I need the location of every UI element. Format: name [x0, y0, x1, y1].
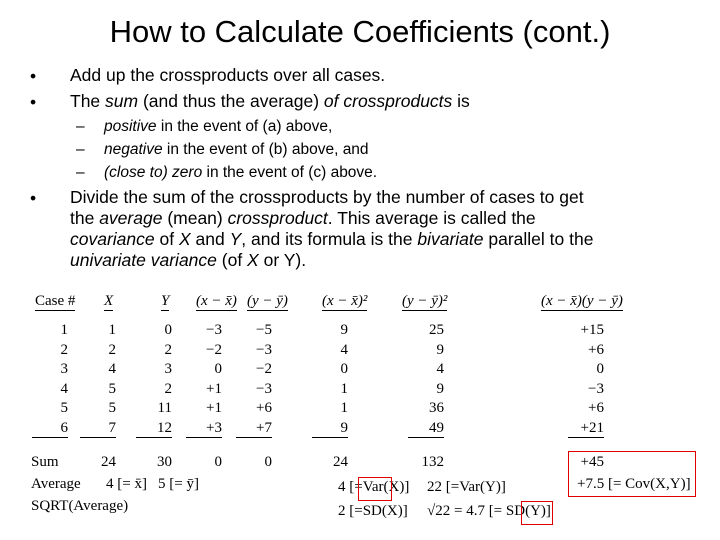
bullet-marker: •: [30, 188, 37, 208]
table-cell: +6: [588, 400, 604, 417]
table-cell: −2: [206, 341, 222, 358]
table-cell: 9: [436, 341, 444, 358]
table-cell: +1: [206, 400, 222, 417]
average-y: 5 [= ȳ]: [158, 476, 199, 492]
table-cell: 2: [164, 380, 172, 397]
data-rows: [0, 322, 720, 442]
table-cell: +6: [256, 400, 272, 417]
table-cell: 6: [32, 420, 68, 438]
table-cell: +15: [580, 322, 604, 338]
table-cell: +21: [568, 420, 604, 438]
sum-label: Sum: [31, 454, 59, 470]
table-cell: +6: [588, 341, 604, 358]
table-cell: 4: [60, 380, 68, 397]
table-cell: 4: [108, 361, 116, 378]
bullet-3-line-4: univariate variance (of X or Y).: [70, 250, 307, 270]
bullet-1-text: Add up the crossproducts over all cases.: [70, 65, 386, 85]
sum-crossproduct: +45: [580, 454, 604, 470]
sqrt-ydev-sq: √22 = 4.7 [= SD(Y)]: [427, 503, 551, 519]
header-y: Y: [161, 293, 170, 309]
sub-bullet-3: (close to) zero in the event of (c) above.: [104, 164, 378, 181]
table-cell: −3: [588, 380, 604, 397]
table-cell: −3: [256, 341, 272, 358]
sum-ydev-sq: 132: [421, 454, 444, 470]
average-ydev-sq: 22 [=Var(Y)]: [427, 479, 506, 495]
table-cell: 0: [596, 361, 604, 378]
table-cell: 5: [60, 400, 68, 417]
bullet-3-line-3: covariance of X and Y, and its formula is the bivariate parallel to the: [70, 229, 594, 249]
table-cell: 25: [429, 322, 444, 338]
header-crossproduct: (x − x̄)(y − ȳ): [541, 293, 623, 309]
sqrt-label: SQRT(Average): [31, 498, 129, 514]
table-cell: 1: [108, 322, 116, 338]
table-cell: 2: [108, 341, 116, 358]
table-cell: 9: [340, 322, 348, 338]
table-cell: 1: [60, 322, 68, 338]
table-cell: −3: [206, 322, 222, 338]
covariance-highlight-box: [568, 451, 696, 497]
table-cell: 1: [340, 400, 348, 417]
table-cell: +7: [236, 420, 272, 438]
bullet-2-text: The sum (and thus the average) of crossproducts is: [70, 91, 470, 111]
header-case: Case #: [35, 293, 76, 309]
table-cell: −2: [256, 361, 272, 378]
table-cell: 5: [108, 380, 116, 397]
table-cell: 2: [60, 341, 68, 358]
table-cell: 0: [340, 361, 348, 378]
sum-xdev-sq: 24: [333, 454, 348, 470]
table-cell: 0: [164, 322, 172, 338]
sd-y-highlight-box: [521, 501, 553, 525]
average-xdev-sq: 4 [=Var(X)]: [338, 479, 410, 495]
table-cell: 2: [164, 341, 172, 358]
sum-ydev: 0: [264, 454, 272, 470]
bullet-3-line-2: the average (mean) crossproduct. This average is called the: [70, 208, 536, 228]
average-crossproduct: +7.5 [= Cov(X,Y)]: [577, 476, 691, 492]
table-cell: 4: [340, 341, 348, 358]
table-cell: 12: [136, 420, 172, 438]
table-cell: +3: [186, 420, 222, 438]
sum-xdev: 0: [214, 454, 222, 470]
bullet-marker: •: [30, 66, 37, 86]
bullet-marker: •: [30, 92, 37, 112]
sqrt-xdev-sq: 2 [=SD(X)]: [338, 503, 408, 519]
average-label: Average: [31, 476, 81, 492]
table-cell: +1: [206, 380, 222, 397]
table-cell: 1: [340, 380, 348, 397]
sub-bullet-1: positive in the event of (a) above,: [104, 118, 333, 135]
table-cell: 9: [436, 380, 444, 397]
header-ydev-sq: (y − ȳ)²: [402, 293, 448, 309]
table-cell: 11: [157, 400, 172, 417]
sum-y: 30: [157, 454, 172, 470]
header-x: X: [104, 293, 114, 309]
table-cell: 36: [429, 400, 444, 417]
header-xdev-sq: (x − x̄)²: [322, 293, 368, 309]
table-cell: 5: [108, 400, 116, 417]
table-cell: 0: [214, 361, 222, 378]
table-cell: 3: [60, 361, 68, 378]
sub-bullet-marker: –: [76, 141, 85, 158]
sub-bullet-marker: –: [76, 118, 85, 135]
table-cell: 4: [436, 361, 444, 378]
average-x: 4 [= x̄]: [106, 476, 147, 492]
table-cell: −3: [256, 380, 272, 397]
table-cell: 7: [80, 420, 116, 438]
var-x-highlight-box: [358, 477, 392, 501]
table-cell: 49: [408, 420, 444, 438]
header-ydev: (y − ȳ): [247, 293, 288, 309]
table-cell: 9: [312, 420, 348, 438]
slide-title: How to Calculate Coefficients (cont.): [109, 14, 611, 49]
sum-x: 24: [101, 454, 116, 470]
sub-bullet-marker: –: [76, 164, 85, 181]
header-xdev: (x − x̄): [196, 293, 237, 309]
table-cell: 3: [164, 361, 172, 378]
sub-bullet-2: negative in the event of (b) above, and: [104, 141, 369, 158]
table-cell: −5: [256, 322, 272, 338]
bullet-3-line-1: Divide the sum of the crossproducts by the number of cases to get: [70, 187, 584, 207]
